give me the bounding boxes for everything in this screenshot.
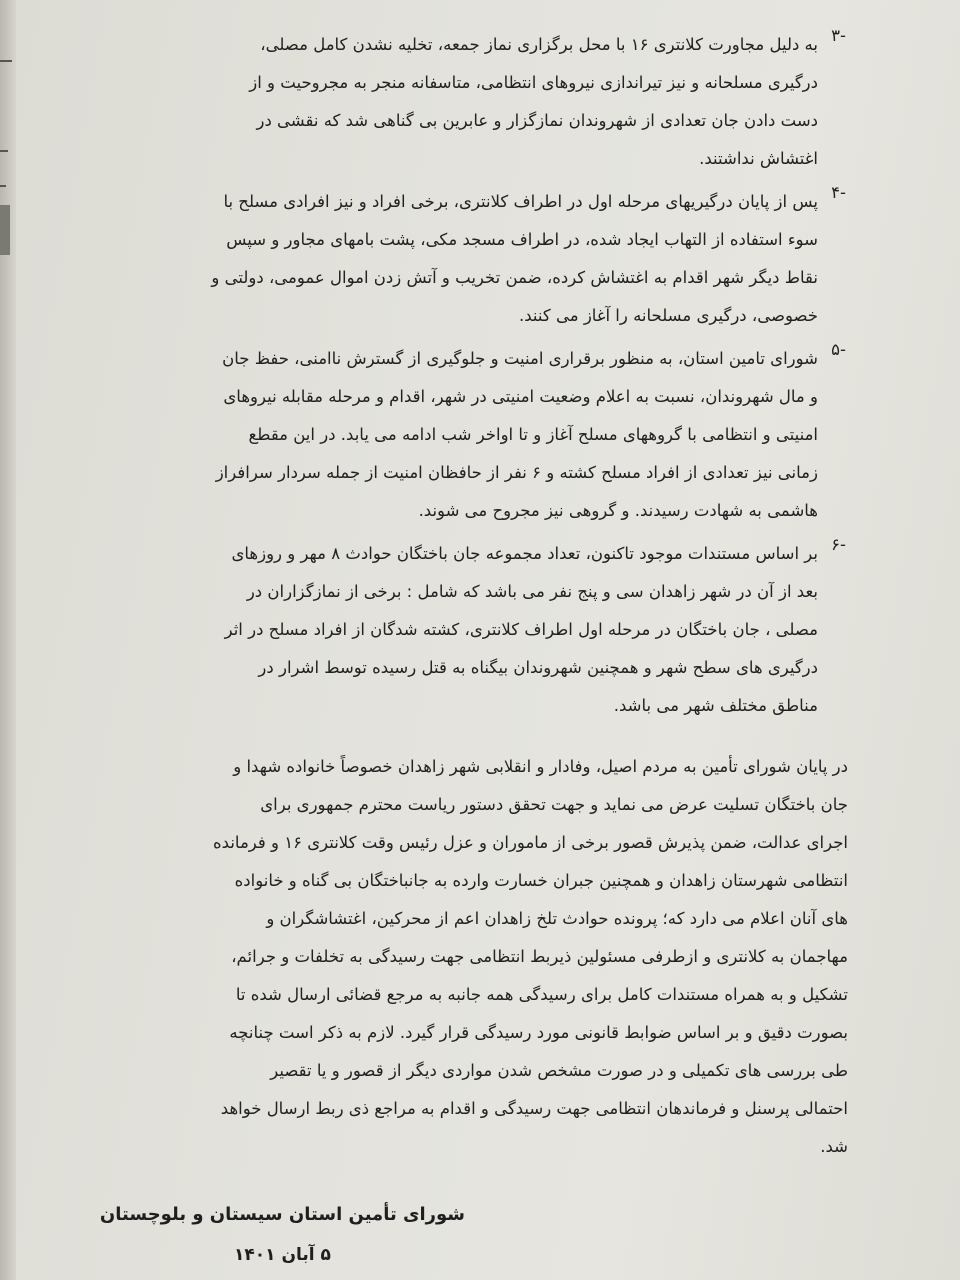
- text-line: درگیری مسلحانه و نیز تیراندازی نیروهای انتظامی، متاسفانه منجر به مجروحیت و از: [249, 73, 818, 92]
- text-line: بر اساس مستندات موجود تاکنون، تعداد مجموعه جان باختگان حوادث ۸ مهر و روزهای: [231, 544, 818, 563]
- item-number: -۶: [831, 535, 846, 554]
- edge-ink-mark: [0, 60, 12, 76]
- text-line: طی بررسی های تکمیلی و در صورت مشخص شدن مواردی دیگر از قصور و یا تقصیر: [270, 1061, 848, 1080]
- text-line: به دلیل مجاورت کلانتری ۱۶ با محل برگزاری نماز جمعه، تخلیه نشدن کامل مصلی،: [260, 35, 818, 54]
- text-line: دست دادن جان تعدادی از شهروندان نمازگزار و عابرین بی گناهی شد که نقشی در: [256, 111, 818, 130]
- text-line: شد.: [820, 1137, 848, 1156]
- edge-ink-mark: [0, 150, 8, 166]
- text-line: اجرای عدالت، ضمن پذیرش قصور برخی از ماموران و عزل رئیس وقت کلانتری ۱۶ و فرمانده: [213, 833, 848, 852]
- item-number: -۵: [831, 340, 846, 359]
- numbered-list: [118, 26, 846, 730]
- signature-block: [100, 1196, 465, 1274]
- text-line: شورای تامین استان، به منظور برقراری امنیت و جلوگیری از گسترش ناامنی، حفظ جان: [222, 349, 818, 368]
- edge-ink-mark: [0, 185, 6, 201]
- text-line: سوء استفاده از التهاب ایجاد شده، در اطراف مسجد مکی، پشت بامهای مجاور و سپس: [226, 230, 818, 249]
- signing-organization: شورای تأمین استان سیستان و بلوچستان: [99, 1204, 465, 1225]
- text-line: تشکیل و به همراه مستندات کامل برای رسیدگی همه جانبه به مرجع قضائی ارسال شده تا: [235, 985, 848, 1004]
- text-line: جان باختگان تسلیت عرض می نماید و جهت تحقق دستور ریاست محترم جمهوری برای: [260, 795, 848, 814]
- text-line: زمانی نیز تعدادی از افراد مسلح کشته و ۶ نفر از حافظان امنیت از جمله سردار سرافراز: [215, 463, 818, 482]
- text-line: هاشمی به شهادت رسیدند. و گروهی نیز مجروح می شوند.: [418, 501, 818, 520]
- list-item: [118, 26, 846, 178]
- text-line: در پایان شورای تأمین به مردم اصیل، وفادار و انقلابی شهر زاهدان خصوصاً خانواده شهدا و: [233, 757, 848, 776]
- text-line: امنیتی و انتظامی با گروههای مسلح آغاز و تا اواخر شب ادامه می یابد. در این مقطع: [248, 425, 818, 444]
- edge-dark-block: [0, 205, 10, 255]
- text-line: و مال شهروندان، نسبت به اعلام وضعیت امنیتی در شهر، اقدام و مرحله مقابله نیروهای: [223, 387, 818, 406]
- item-number: -۴: [831, 183, 846, 202]
- text-line: احتمالی پرسنل و فرماندهان انتظامی جهت رسیدگی و اقدام به مراجع ذی ربط ارسال خواهد: [220, 1099, 848, 1118]
- text-line: بصورت دقیق و بر اساس ضوابط قانونی مورد رسیدگی قرار گیرد. لازم به ذکر است چنانچه: [229, 1023, 848, 1042]
- text-line: خصوصی، درگیری مسلحانه را آغاز می کنند.: [519, 306, 818, 325]
- signature-date: ۵ آبان ۱۴۰۱: [234, 1245, 331, 1265]
- text-line: مناطق مختلف شهر می باشد.: [613, 696, 818, 715]
- list-item: [118, 535, 846, 725]
- text-line: مهاجمان به کلانتری و ازطرفی مسئولین ذیربط انتظامی جهت رسیدگی به تخلفات و جرائم،: [231, 947, 848, 966]
- closing-paragraph: [138, 748, 848, 1166]
- text-line: مصلی ، جان باختگان در مرحله اول اطراف کلانتری، کشته شدگان از افراد مسلح در اثر: [224, 620, 818, 639]
- text-line: درگیری های سطح شهر و همچنین شهروندان بیگناه به قتل رسیده توسط اشرار در: [258, 658, 818, 677]
- text-line: بعد از آن در شهر زاهدان سی و پنج نفر می باشد که شامل : برخی از نمازگزاران در: [246, 582, 818, 601]
- list-item: [118, 340, 846, 530]
- text-line: انتظامی شهرستان زاهدان و همچنین جبران خسارت وارده به جانباختگان بی گناه و خانواده: [234, 871, 848, 890]
- item-number: -۳: [831, 26, 846, 45]
- text-line: های آنان اعلام می دارد که؛ پرونده حوادث تلخ زاهدان اعم از محرکین، اغتشاشگران و: [266, 909, 848, 928]
- adjacent-page-edge: [0, 0, 16, 1280]
- list-item: [118, 183, 846, 335]
- text-line: اغتشاش نداشتند.: [699, 149, 818, 168]
- text-line: نقاط دیگر شهر اقدام به اغتشاش کرده، ضمن تخریب و آتش زدن اموال عمومی، دولتی و: [211, 268, 818, 287]
- text-line: پس از پایان درگیریهای مرحله اول در اطراف کلانتری، برخی افراد و نیز افرادی مسلح با: [223, 192, 818, 211]
